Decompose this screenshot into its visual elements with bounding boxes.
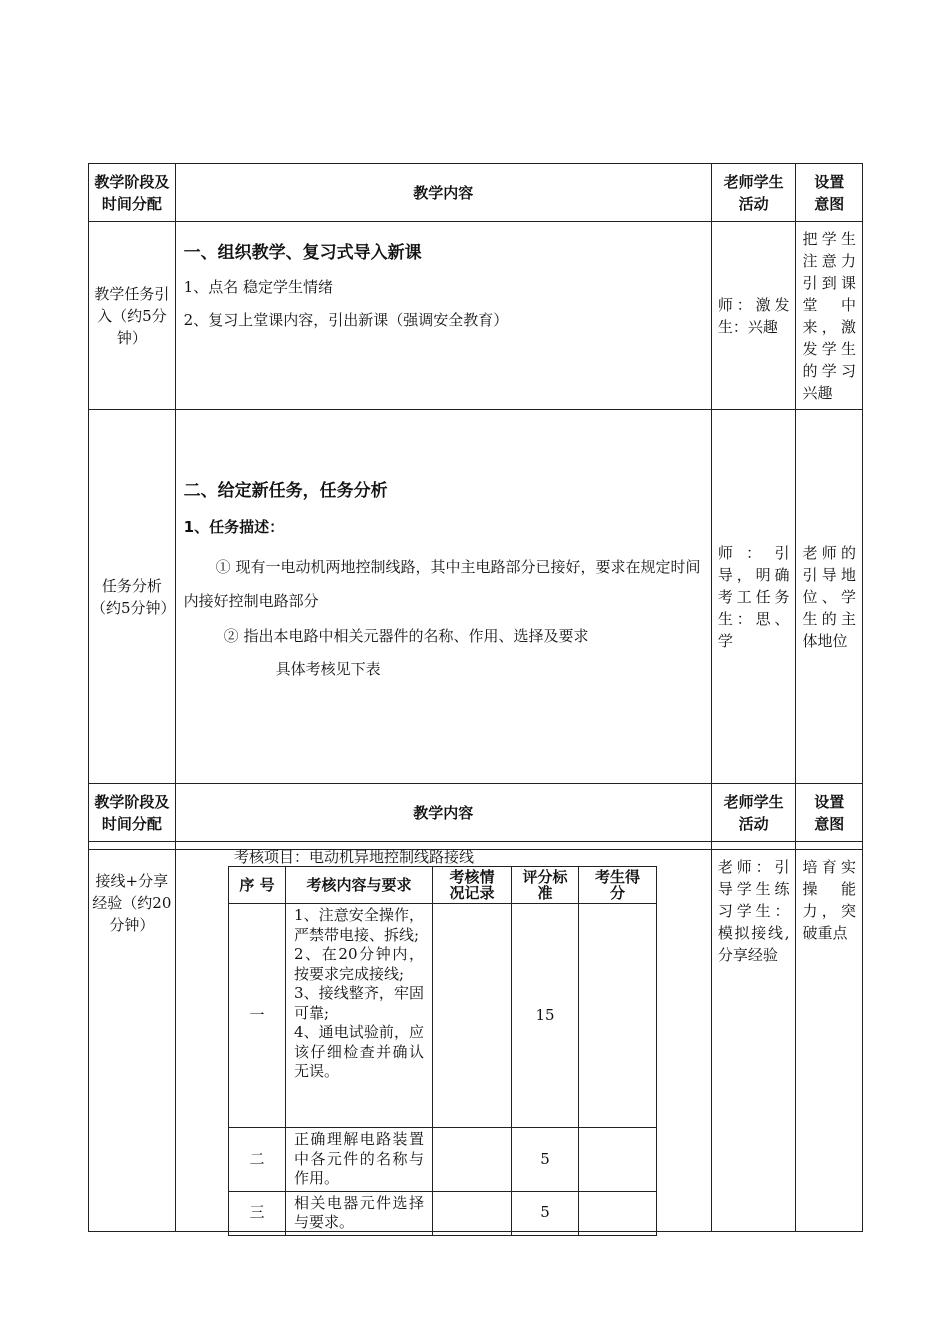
header-content: 教学内容 [175,164,711,222]
assessment-header-score: 考生得分 [579,867,657,904]
assessment-record [433,1128,512,1192]
assessment-standard: 5 [512,1191,579,1235]
stage-cell [89,850,176,1232]
assessment-row [229,1128,657,1192]
assessment-table [228,866,657,1236]
assessment-note: 具体考核见下表 [275,660,381,678]
assessment-no: 一 [229,904,286,1128]
header-activity: 老师学生活动 [711,784,796,842]
content-line: 2、复习上堂课内容，引出新课（强调安全教育） [183,311,509,329]
assessment-title: 考核项目：电动机异地控制线路接线 [234,848,475,866]
assessment-record [433,904,512,1128]
section-title: 一、组织教学、复习式导入新课 [183,243,422,263]
header-intent: 设置意图 [796,164,863,222]
stage-cell: 任务分析（约5分钟） [89,410,176,784]
activity-cell: 师：激发生：兴趣 [711,222,796,410]
stage-cell: 教学任务引入（约5分钟） [89,222,176,410]
task-description: ① 现有一电动机两地控制线路，其中主电路部分已接好，要求在规定时间内接好控制电路部分 [183,558,701,610]
activity-cell [711,850,796,1232]
assessment-score [579,1128,657,1192]
stage-text: 接线+分享经验（约20分钟） [92,872,172,934]
intent-text: 培育实操能力，突破重点 [802,858,856,942]
assessment-requirement: 正确理解电路装置中各元件的名称与作用。 [286,1128,433,1192]
assessment-row [229,904,657,1128]
activity-text: 老师：引导学生练习学生：模拟接线,分享经验 [717,858,790,964]
header-stage: 教学阶段及时间分配 [89,164,176,222]
intent-cell: 老师的引导地位、学生的主体地位 [796,410,863,784]
assessment-requirement [286,904,433,1128]
assessment-score [579,904,657,1128]
assessment-header-row [229,867,657,904]
header-intent: 设置意图 [796,784,863,842]
table-row [89,410,863,784]
assessment-record [433,1191,512,1235]
assessment-standard: 15 [512,904,579,1128]
content-line: 1、点名 稳定学生情绪 [183,278,333,296]
content-cell [175,410,711,784]
intent-cell [796,850,863,1232]
header-stage: 教学阶段及时间分配 [89,784,176,842]
requirement-line: 3、接线整齐，牢固可靠; [294,984,424,1022]
task-requirement: ② 指出本电路中相关元器件的名称、作用、选择及要求 [223,627,589,645]
requirement-line: 4、通电试验前，应该仔细检查并确认无误。 [294,1023,424,1080]
header-content: 教学内容 [175,784,711,842]
assessment-header-record: 考核情况记录 [433,867,512,904]
assessment-header-content: 考核内容与要求 [286,867,433,904]
assessment-row [229,1191,657,1235]
activity-cell: 师：引导，明确考工任务生：思、学 [711,410,796,784]
section-title: 二、给定新任务，任务分析 [183,481,388,501]
assessment-header-no: 序 号 [229,867,286,904]
content-cell [175,222,711,410]
table-header-row [89,784,863,842]
assessment-no: 二 [229,1128,286,1192]
spacer-row [89,842,863,850]
intent-cell: 把学生注意力引到课堂中来，激发学生的学习兴趣 [796,222,863,410]
requirement-line: 1、注意安全操作，严禁带电接、拆线; [294,906,424,944]
assessment-no: 三 [229,1191,286,1235]
assessment-requirement: 相关电器元件选择与要求。 [286,1191,433,1235]
table-row [89,222,863,410]
table-header-row [89,164,863,222]
assessment-standard: 5 [512,1128,579,1192]
subsection-title: 1、任务描述： [183,518,285,536]
assessment-score [579,1191,657,1235]
requirement-line: 2、在20分钟内，按要求完成接线; [294,945,424,983]
assessment-header-standard: 评分标准 [512,867,579,904]
header-activity: 老师学生活动 [711,164,796,222]
